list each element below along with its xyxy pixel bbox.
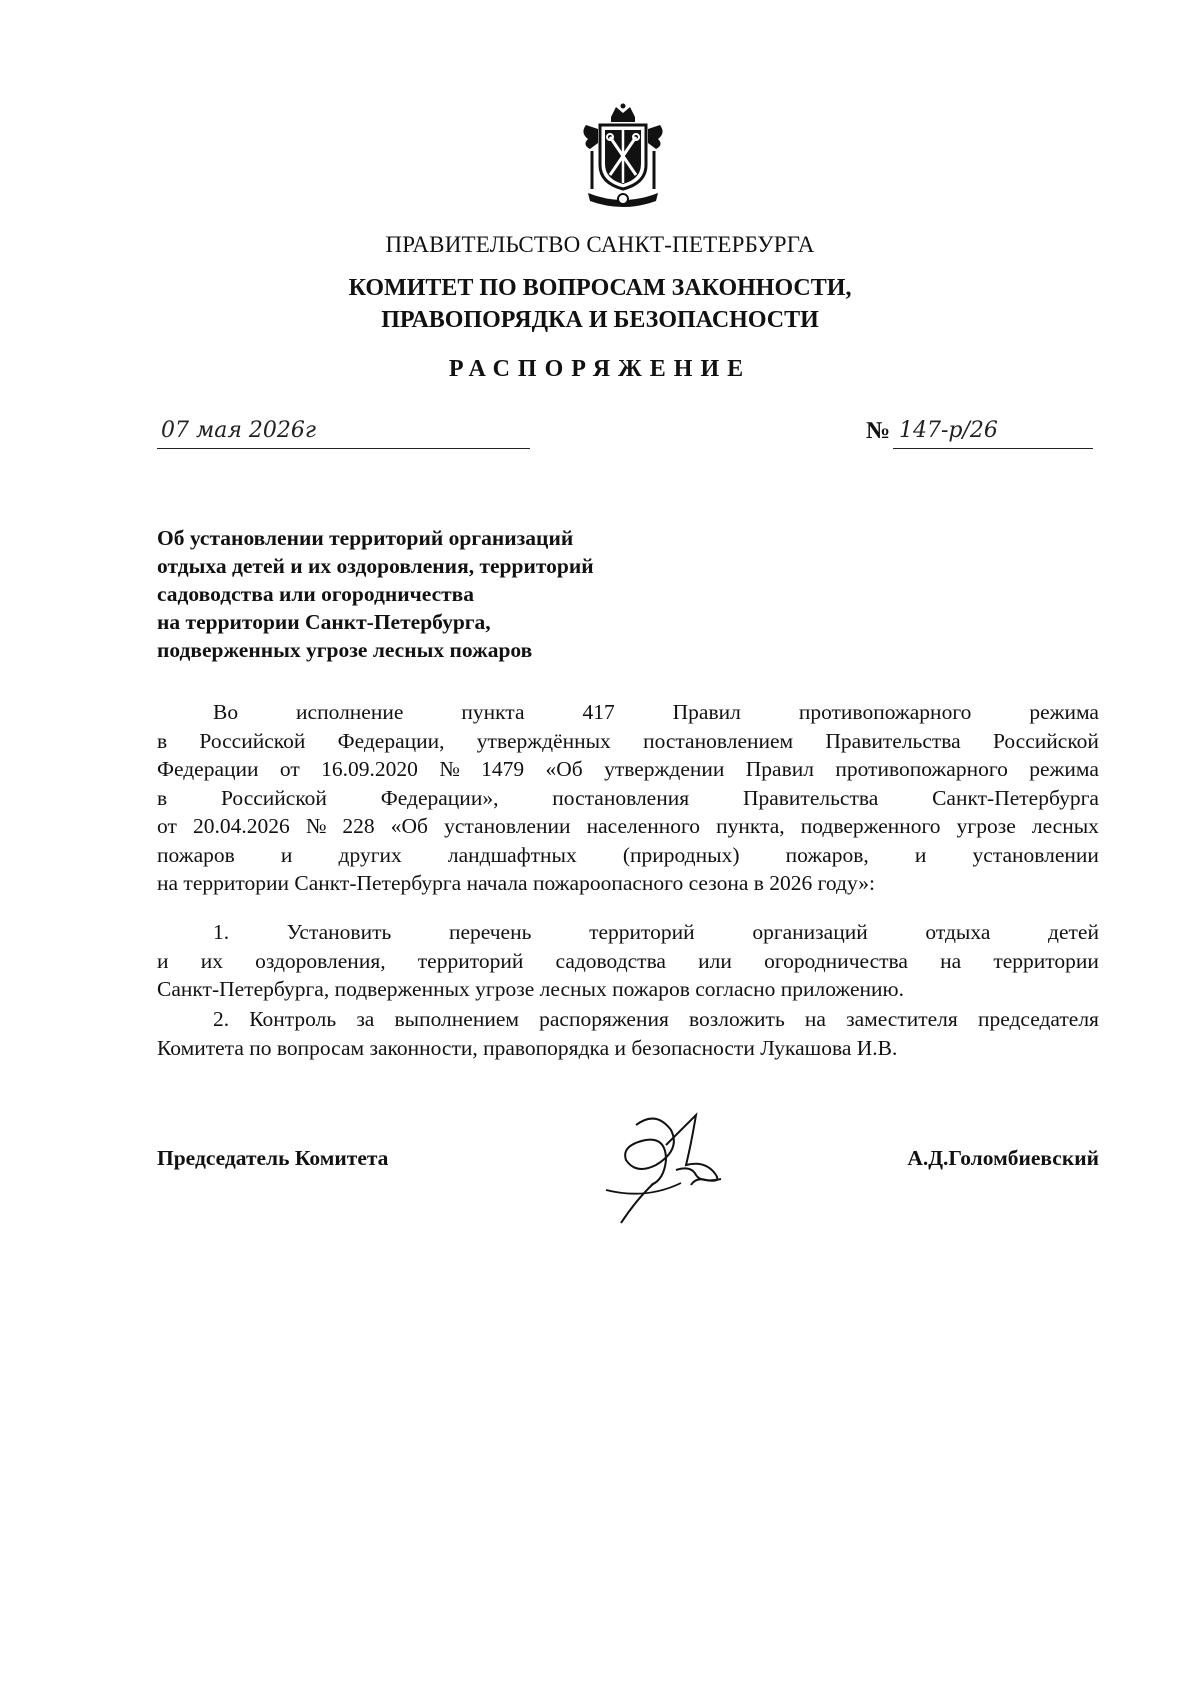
date-field (157, 418, 530, 449)
paragraph-line: 1. Установить перечень территорий организаций отдыха детей (213, 920, 1099, 944)
paragraph-line: в Российской Федерации», постановления Правительства Санкт-Петербурга (157, 785, 1099, 810)
intro-paragraph (157, 698, 1099, 898)
subject-line: на территории Санкт-Петербурга, (157, 610, 491, 634)
paragraph-line: 2. Контроль за выполнением распоряжения возложить на заместителя председателя (213, 1007, 1099, 1031)
date-handwritten: 07 мая 2026г (161, 418, 317, 443)
committee-name (0, 272, 1200, 336)
paragraph-line: от 20.04.2026 № 228 «Об установлении населенного пункта, подверженного угрозе лесных (157, 814, 1099, 838)
document-type: РАСПОРЯЖЕНИЕ (448, 356, 752, 382)
number-field (893, 418, 1093, 449)
number-handwritten: 147-р/26 (899, 418, 998, 443)
subject-line: отдыха детей и их оздоровления, территорий (157, 554, 594, 578)
spb-coat-of-arms-icon (578, 103, 668, 209)
paragraph-line: Во исполнение пункта 417 Правил противопожарного режима (213, 700, 1099, 724)
handwritten-signature-icon (596, 1105, 746, 1225)
item-2-paragraph (157, 1005, 1099, 1062)
paragraph-line: и их оздоровления, территорий садоводства или огородничества на территории (157, 948, 1099, 973)
subject-line: садоводства или огородничества (157, 582, 475, 606)
subject-line: подверженных угрозе лесных пожаров (157, 638, 533, 662)
paragraph-line: Санкт-Петербурга, подверженных угрозе лесных пожаров согласно приложению. (157, 977, 904, 1001)
paragraph-line: Комитета по вопросам законности, правопорядка и безопасности Лукашова И.В. (157, 1035, 898, 1060)
number-label: № (866, 418, 891, 444)
paragraph-line: на территории Санкт-Петербурга начала пожароопасного сезона в 2026 году»: (157, 871, 876, 895)
committee-name-line2: ПРАВОПОРЯДКА И БЕЗОПАСНОСТИ (381, 307, 819, 333)
item-1-paragraph (157, 918, 1099, 1004)
committee-name-line1: КОМИТЕТ ПО ВОПРОСАМ ЗАКОННОСТИ, (348, 275, 852, 301)
document-subject (157, 524, 717, 664)
subject-line: Об установлении территорий организаций (157, 526, 574, 550)
paragraph-line: Федерации от 16.09.2020 № 1479 «Об утверждении Правил противопожарного режима (157, 757, 1099, 781)
government-name: ПРАВИТЕЛЬСТВО САНКТ-ПЕТЕРБУРГА (385, 232, 815, 257)
paragraph-line: пожаров и других ландшафтных (природных) пожаров, и установлении (157, 842, 1099, 867)
paragraph-line: в Российской Федерации, утверждённых постановлением Правительства Российской (157, 728, 1099, 753)
signatory-name: А.Д.Голомбиевский (907, 1146, 1099, 1170)
signatory-title: Председатель Комитета (157, 1146, 389, 1170)
